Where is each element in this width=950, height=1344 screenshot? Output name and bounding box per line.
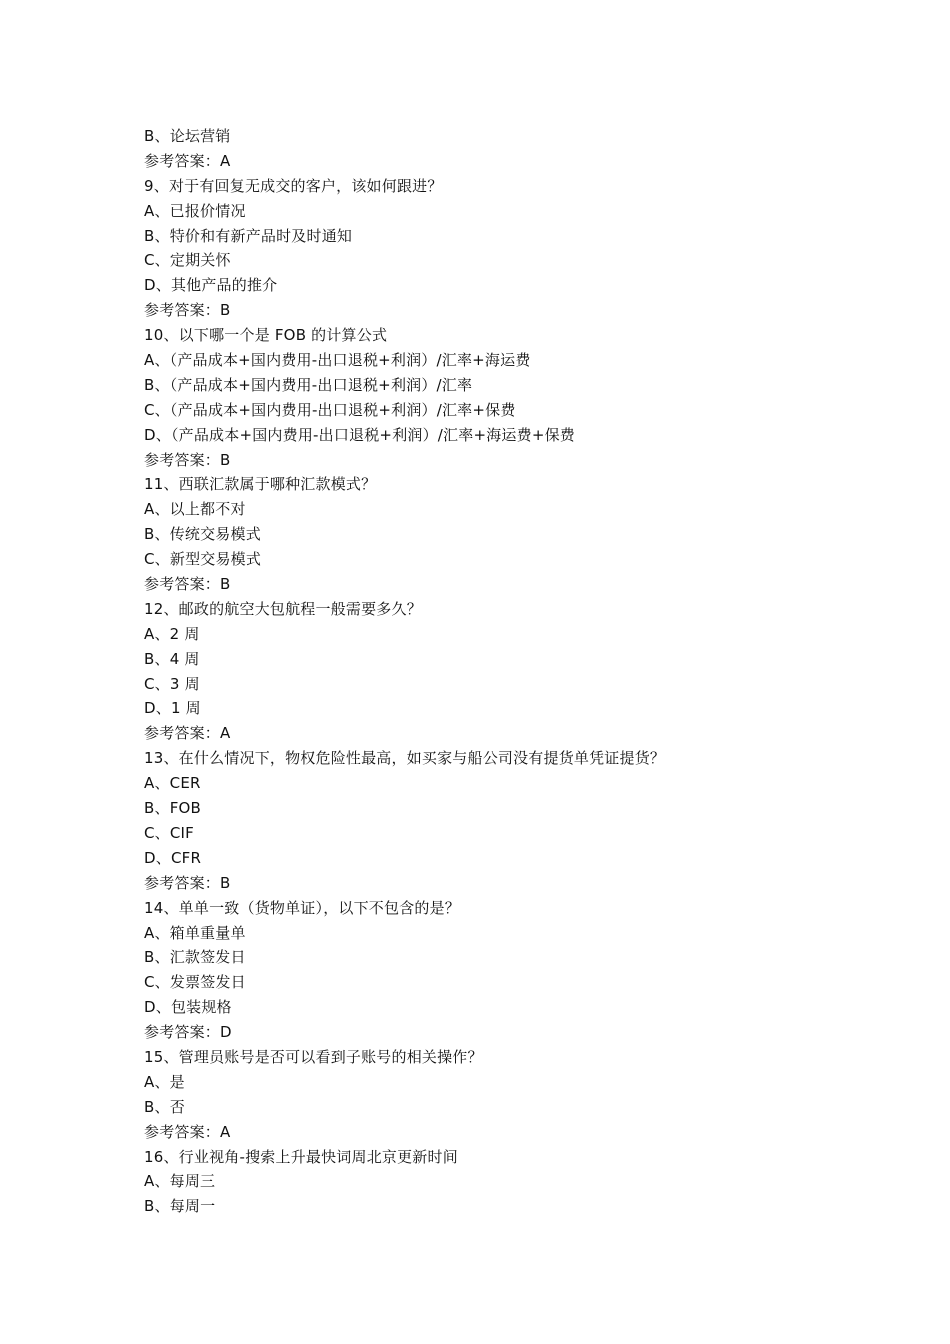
question-line: 11、西联汇款属于哪种汇款模式？	[144, 475, 377, 494]
answer-line: 参考答案：D	[144, 1023, 232, 1042]
option-line: C、定期关怀	[144, 251, 231, 270]
option-line: A、（产品成本+国内费用-出口退税+利润）/汇率+海运费	[144, 351, 531, 370]
question-line: 13、在什么情况下，物权危险性最高，如买家与船公司没有提货单凭证提货？	[144, 749, 666, 768]
question-line: 15、管理员账号是否可以看到子账号的相关操作？	[144, 1047, 483, 1066]
answer-line: 参考答案：B	[144, 301, 231, 320]
answer-line: 参考答案：A	[144, 151, 231, 170]
option-line: A、以上都不对	[144, 500, 246, 519]
option-line: A、每周三	[144, 1172, 216, 1191]
option-line: B、传统交易模式	[144, 525, 261, 544]
option-line: B、（产品成本+国内费用-出口退税+利润）/汇率	[144, 375, 473, 394]
answer-line: 参考答案：B	[144, 450, 231, 469]
option-line: A、箱单重量单	[144, 923, 246, 942]
document-body	[144, 124, 844, 1219]
option-line: B、FOB	[144, 799, 202, 818]
question-line: 14、单单一致（货物单证），以下不包含的是？	[144, 898, 460, 917]
option-line: D、包装规格	[144, 998, 232, 1017]
option-line: A、CER	[144, 774, 201, 793]
option-line: B、汇款签发日	[144, 948, 246, 967]
option-line: A、2 周	[144, 624, 200, 643]
answer-line: 参考答案：A	[144, 1122, 231, 1141]
option-line: B、特价和有新产品时及时通知	[144, 226, 353, 245]
answer-line: 参考答案：A	[144, 724, 231, 743]
option-line: B、每周一	[144, 1197, 216, 1216]
question-line: 12、邮政的航空大包航程一般需要多久？	[144, 599, 422, 618]
answer-line: 参考答案：B	[144, 873, 231, 892]
option-line: B、论坛营销	[144, 127, 231, 145]
option-line: B、否	[144, 1097, 185, 1116]
option-line: D、CFR	[144, 848, 202, 867]
answer-line: 参考答案：B	[144, 575, 231, 594]
option-line: C、发票签发日	[144, 973, 246, 992]
question-line: 10、以下哪一个是 FOB 的计算公式	[144, 326, 388, 345]
option-line: C、3 周	[144, 674, 200, 693]
option-line: C、（产品成本+国内费用-出口退税+利润）/汇率+保费	[144, 400, 516, 419]
option-line: D、1 周	[144, 699, 201, 718]
option-line: A、已报价情况	[144, 201, 246, 220]
option-line: B、4 周	[144, 649, 200, 668]
option-line: C、新型交易模式	[144, 550, 262, 569]
option-line: D、（产品成本+国内费用-出口退税+利润）/汇率+海运费+保费	[144, 425, 575, 444]
option-line: D、其他产品的推介	[144, 276, 278, 295]
option-line: A、是	[144, 1072, 185, 1091]
option-line: C、CIF	[144, 823, 194, 842]
question-line: 16、行业视角-搜索上升最快词周北京更新时间	[144, 1147, 458, 1166]
question-line: 9、对于有回复无成交的客户，该如何跟进？	[144, 176, 443, 195]
